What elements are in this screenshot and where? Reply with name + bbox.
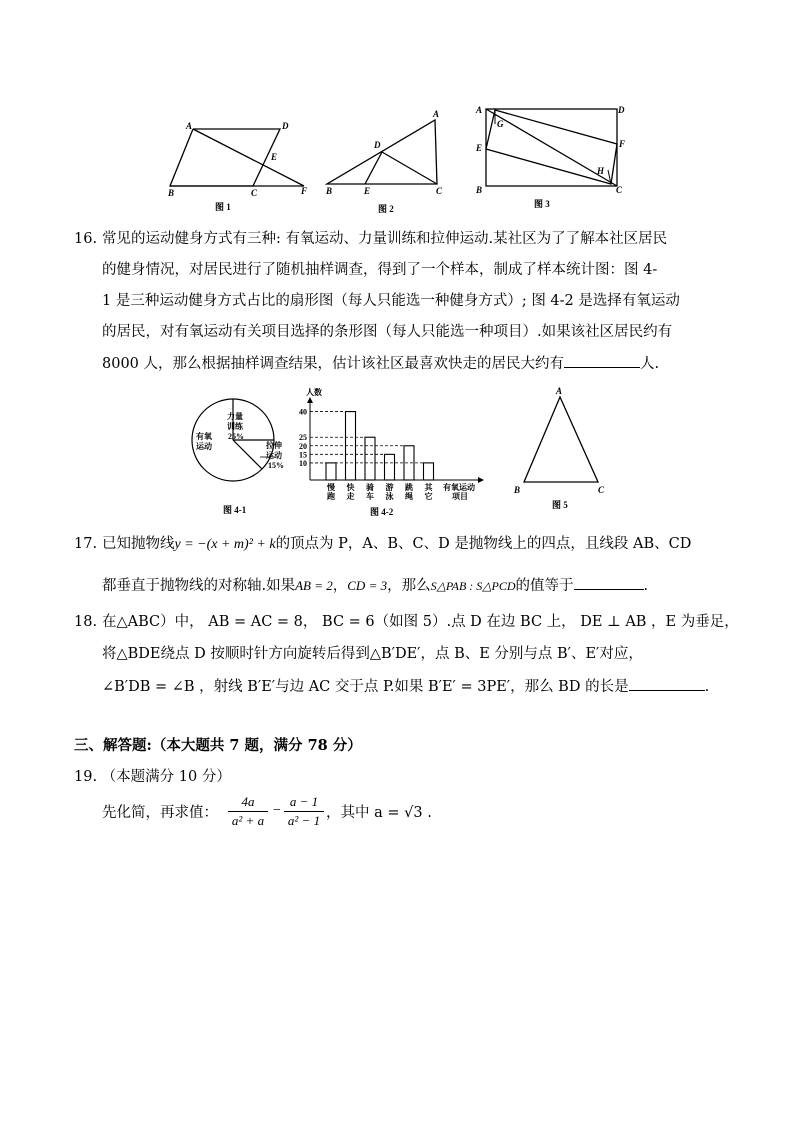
chart-xlabel-1: 有氧运动 bbox=[443, 483, 475, 492]
bar-游泳 bbox=[385, 454, 395, 480]
q17-text-e: 的值等于 bbox=[515, 578, 574, 594]
chart-ylabel: 人数 bbox=[306, 388, 322, 397]
q16-line-3: 1 是三种运动健身方式占比的扇形图（每人只能选一种健身方式）; 图 4-2 是选择有氧运动 bbox=[102, 293, 680, 309]
y-axis-arrow bbox=[307, 397, 313, 403]
y-tick-label: 10 bbox=[299, 458, 307, 468]
q16-line-5-end: 人. bbox=[640, 356, 660, 372]
chart-caption: 图 4-2 bbox=[370, 507, 394, 517]
q17-ab: AB = 2 bbox=[295, 578, 333, 593]
q17-text-c: 都垂直于抛物线的对称轴.如果 bbox=[102, 578, 296, 594]
pie-strength-label-1: 力量 bbox=[227, 412, 243, 421]
fig1-label-A: A bbox=[186, 121, 193, 131]
pie-stretch-label-2: 运动 bbox=[266, 451, 282, 460]
fig1-label-E: E bbox=[271, 152, 278, 162]
q17-answer-blank[interactable] bbox=[574, 575, 644, 590]
x-tick-label: 慢 bbox=[327, 483, 335, 492]
q19-condition: ，其中 a = √3 . bbox=[326, 805, 432, 821]
pie-stretch-label-1: 拉伸 bbox=[266, 441, 282, 450]
q19-fraction-2 bbox=[284, 794, 324, 829]
q17-text-b: 的顶点为 P，A、B、C、D 是抛物线上的四点，且线段 AB、CD bbox=[275, 536, 692, 552]
q18-answer-blank[interactable] bbox=[629, 676, 705, 691]
q18-line-2: 将△BDE绕点 D 按顺时针方向旋转后得到△B′DE′，点 B、E 分别与点 B′、E′对应， bbox=[102, 646, 643, 662]
fig1-label-B: B bbox=[168, 188, 175, 198]
bar-其它 bbox=[424, 463, 434, 480]
x-tick-label: 游 bbox=[385, 483, 394, 492]
fig5-label-C: C bbox=[598, 485, 605, 495]
bar-慢跑 bbox=[326, 463, 336, 480]
fig3-label-B: B bbox=[476, 185, 483, 195]
q19-f2-numerator: a − 1 bbox=[289, 794, 319, 809]
pie-strength-label-3: 25% bbox=[228, 432, 244, 441]
q16-number: 16. bbox=[74, 231, 98, 247]
fig1-label-F: F bbox=[301, 186, 308, 196]
q18-line-1: 在△ABC）中， AB = AC = 8， BC = 6（如图 5）.点 D 在边 BC 上， DE ⊥ AB ，E 为垂足， bbox=[102, 614, 739, 630]
q17-end: . bbox=[643, 578, 649, 594]
q16-line-5-text: 8000 人，那么根据抽样调查结果，估计该社区最喜欢快走的居民大约有 bbox=[102, 356, 565, 372]
fig3-label-G: G bbox=[497, 119, 504, 129]
fig3-label-D: D bbox=[618, 105, 625, 115]
fig5-caption: 图 5 bbox=[552, 500, 568, 510]
q17-number: 17. bbox=[74, 536, 98, 552]
fig3-label-H: H bbox=[597, 166, 605, 176]
y-tick-label: 20 bbox=[299, 441, 307, 451]
q16-line-2: 的健身情况，对居民进行了随机抽样调查，得到了一个样本，制成了样本统计图：图 4- bbox=[102, 262, 658, 278]
q19-fraction-1 bbox=[228, 794, 268, 829]
figure-2 bbox=[325, 109, 443, 214]
q19-header: 19. （本题满分 10 分） bbox=[74, 769, 231, 785]
x-tick-label: 跑 bbox=[327, 492, 335, 501]
fig3-label-A: A bbox=[476, 105, 483, 115]
fig1-label-D: D bbox=[282, 121, 289, 131]
x-tick-label: 走 bbox=[346, 492, 355, 501]
q19-minus: − bbox=[272, 803, 282, 818]
figure-5 bbox=[510, 385, 610, 515]
pie-chart-figure bbox=[186, 395, 296, 520]
pie-aerobic-label-2: 运动 bbox=[196, 442, 212, 451]
x-tick-label: 骑 bbox=[366, 483, 374, 492]
bar-骑车 bbox=[365, 437, 375, 480]
x-tick-label: 绳 bbox=[405, 492, 413, 501]
fig3-label-F: F bbox=[619, 139, 626, 149]
x-tick-label: 它 bbox=[424, 492, 433, 501]
section-3-title: 三、解答题:（本大题共 7 题，满分 78 分） bbox=[74, 737, 362, 754]
fig2-label-A: A bbox=[433, 109, 440, 119]
x-tick-label: 其 bbox=[424, 483, 433, 492]
q16-line-1: 常见的运动健身方式有三种: 有氧运动、力量训练和拉伸运动.某社区为了了解本社区居民 bbox=[102, 231, 668, 247]
q18-number: 18. bbox=[74, 614, 98, 630]
q17-ratio: S△PAB : S△PCD bbox=[430, 579, 516, 593]
y-tick-label: 25 bbox=[299, 433, 307, 443]
q19-f2-denominator: a² − 1 bbox=[287, 813, 321, 828]
fig5-label-A: A bbox=[556, 386, 563, 396]
x-tick-label: 车 bbox=[366, 492, 374, 501]
q18-line-3-text: ∠B′DB = ∠B ，射线 B′E′与边 AC 交于点 P.如果 B′E′ = 3PE′，那么 BD 的长是 bbox=[102, 679, 629, 695]
top-figures bbox=[150, 100, 650, 215]
fig2-label-C: C bbox=[436, 186, 443, 196]
q16-line-4: 的居民，对有氧运动有关项目选择的条形图（每人只能选一种项目）.如果该社区居民约有 bbox=[102, 324, 673, 340]
q17-text-a: 已知抛物线 bbox=[102, 536, 175, 552]
x-tick-label: 跳 bbox=[405, 483, 413, 492]
q17-line-2: 都垂直于抛物线的对称轴.如果AB = 2，CD = 3，那么S△PAB : S△PCD的值等于 . bbox=[102, 575, 648, 596]
bar-chart bbox=[300, 385, 490, 520]
q18-line-3 bbox=[102, 676, 709, 697]
q17-equation: y = −(x + m)² + k bbox=[174, 537, 276, 552]
pie-stretch-label-3: 15% bbox=[268, 461, 284, 470]
x-tick-label: 泳 bbox=[385, 492, 394, 501]
fig3-label-E: E bbox=[476, 143, 483, 153]
q19-f1-denominator: a² + a bbox=[231, 813, 265, 828]
q16-line-5 bbox=[102, 353, 659, 374]
fig1-label-C: C bbox=[251, 188, 258, 198]
fig2-label-E: E bbox=[364, 186, 371, 196]
pie-strength-label-2: 训练 bbox=[227, 422, 243, 431]
q17-cd: CD = 3 bbox=[347, 578, 388, 593]
figure-3 bbox=[475, 105, 625, 209]
pie-aerobic-label-1: 有氧 bbox=[196, 432, 212, 441]
pie-divider-lower bbox=[233, 440, 262, 469]
q16-answer-blank[interactable] bbox=[564, 353, 640, 368]
chart-xlabel-2: 项目 bbox=[452, 492, 468, 501]
q17-text-d: ，那么 bbox=[387, 578, 431, 594]
q19-intro: 先化简，再求值： bbox=[102, 805, 218, 821]
fig5-label-B: B bbox=[514, 485, 521, 495]
x-tick-label: 快 bbox=[346, 483, 355, 492]
q19-f1-numerator: 4a bbox=[241, 794, 255, 809]
figure-1 bbox=[167, 121, 307, 212]
fig2-label-D: D bbox=[374, 140, 381, 150]
fig2-label-B: B bbox=[326, 186, 333, 196]
fig1-caption: 图 1 bbox=[215, 202, 231, 212]
fig2-caption: 图 2 bbox=[378, 204, 394, 214]
q18-end: . bbox=[704, 679, 710, 695]
pie-caption: 图 4-1 bbox=[223, 505, 247, 515]
fig3-caption: 图 3 bbox=[534, 199, 550, 209]
q17-line-1 bbox=[102, 534, 691, 555]
x-axis-arrow bbox=[478, 477, 484, 483]
y-tick-label: 15 bbox=[299, 450, 307, 460]
fig3-label-C: C bbox=[616, 185, 623, 195]
y-tick-label: 40 bbox=[299, 407, 307, 417]
